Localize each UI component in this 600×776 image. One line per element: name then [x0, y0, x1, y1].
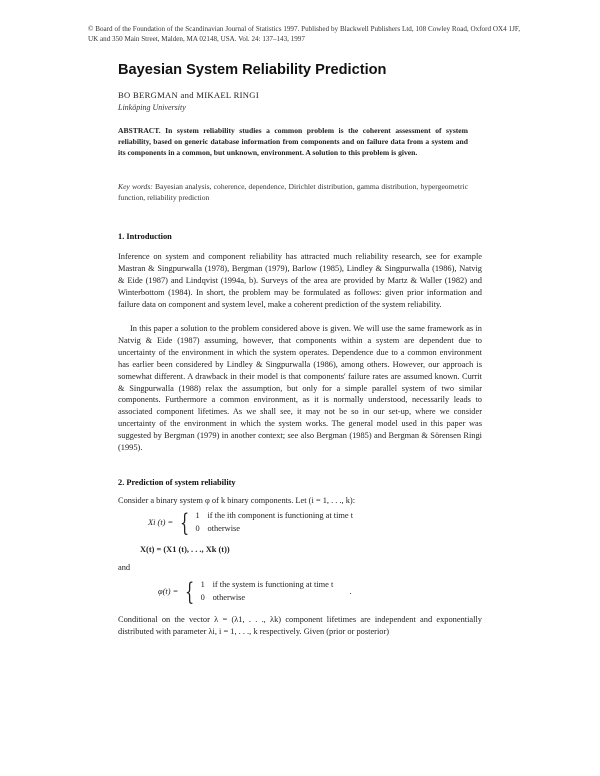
keywords-label: Key words: [118, 182, 153, 191]
equation-case [201, 579, 334, 592]
case-condition: otherwise [207, 523, 241, 533]
and-text: and [118, 563, 131, 572]
author-affiliation: Linköping University [118, 103, 186, 112]
equation-case [201, 592, 334, 605]
intro-paragraph-2: In this paper a solution to the problem considered above is given. We will use the same framework as in Natvig & Eide (1987) assuming, however, that components within a system are dependent due to uncertainty of the environment in which the system operates. Dependence due to a common environment has earlier been considered by Lindley & Singpurwalla (1986), among others. However, our approach is somewhat different. A drawback in their model is that components' failure rates are assumed known. Currit & Singpurwalla (1988) relax the assumption, but only for a simple parallel system of two similar components. Furthermore a common environment, as it is normally understood, necessarily leads to associated component lifetimes. As we shall see, it may not be so in our set-up, where we consider uncertainty of the environment in which the system works. The general model used in this paper was suggested by Bergman (1979) in another context; see also Bergman (1985) and Bergman & Sörensen Ringi (1995). [118, 324, 482, 453]
equation-lhs: Xi (t) = [148, 518, 174, 527]
case-condition: if the system is functioning at time t [212, 580, 334, 589]
equation-case [195, 510, 353, 523]
keywords-text: Bayesian analysis, coherence, dependence, Dirichlet distribution, gamma distribution, hypergeometric function, reliability prediction [118, 182, 469, 202]
equation-cases [201, 579, 334, 604]
brace-symbol: { [185, 577, 195, 606]
equation-period: . [349, 587, 352, 596]
section-heading-prediction: 2. Prediction of system reliability [118, 478, 236, 487]
section2-paragraph: Conditional on the vector λ = (λ1, . . ., λk) component lifetimes are independent and exponentially distributed with parameter λi, i = 1, . . ., k respectively. Given (prior or posterior) [118, 615, 482, 636]
section2-intro: Consider a binary system φ of k binary components. Let (i = 1, . . ., k): [118, 496, 356, 505]
equation-component-state [148, 510, 353, 535]
section-heading-introduction: 1. Introduction [118, 232, 172, 241]
case-value: 1 [195, 511, 200, 520]
equation-case [195, 523, 353, 536]
equation-cases [195, 510, 353, 535]
equation-state-vector: X(t) = (X1 (t), . . ., Xk (t)) [140, 545, 230, 554]
abstract: ABSTRACT. In system reliability studies a common problem is the coherent assessment of system reliability, based on generic database information from components and on failure data from a system and its components in a common, but unknown, environment. A solution to this problem is given. [118, 126, 468, 157]
case-condition: otherwise [212, 592, 246, 602]
case-value: 0 [195, 523, 200, 533]
case-condition: if the ith component is functioning at time t [207, 511, 354, 520]
intro-paragraph-1: Inference on system and component reliability has attracted much reliability research, see for example Mastran & Singpurwalla (1978), Bergman (1979), Barlow (1985), Lindley & Singpurwalla (1986), Natvig & Eide (1987) and Lindqvist (1994a, b). Surveys of the area are provided by Martz & Waller (1982) and Winterbottom (1984). In short, the problem may be formulated as follows: given prior information and failure data on component and system level, make a coherent prediction of the system reliability. [118, 252, 482, 309]
article-title: Bayesian System Reliability Prediction [118, 62, 387, 78]
equation-system-state [158, 579, 351, 604]
case-value: 0 [200, 592, 205, 602]
article-authors: BO BERGMAN and MIKAEL RINGI [118, 90, 259, 100]
equation-lhs: φ(t) = [158, 587, 179, 596]
case-value: 1 [200, 580, 205, 589]
brace-symbol: { [180, 508, 190, 537]
copyright-notice: © Board of the Foundation of the Scandinavian Journal of Statistics 1997. Published by Blackwell Publishers Ltd, 108 Cowley Road, Oxford OX4 1JF, UK and 350 Main Street, Malden, MA 02148, USA. Vol. 24: 137–143, 1997 [88, 25, 520, 43]
keywords [118, 182, 468, 204]
